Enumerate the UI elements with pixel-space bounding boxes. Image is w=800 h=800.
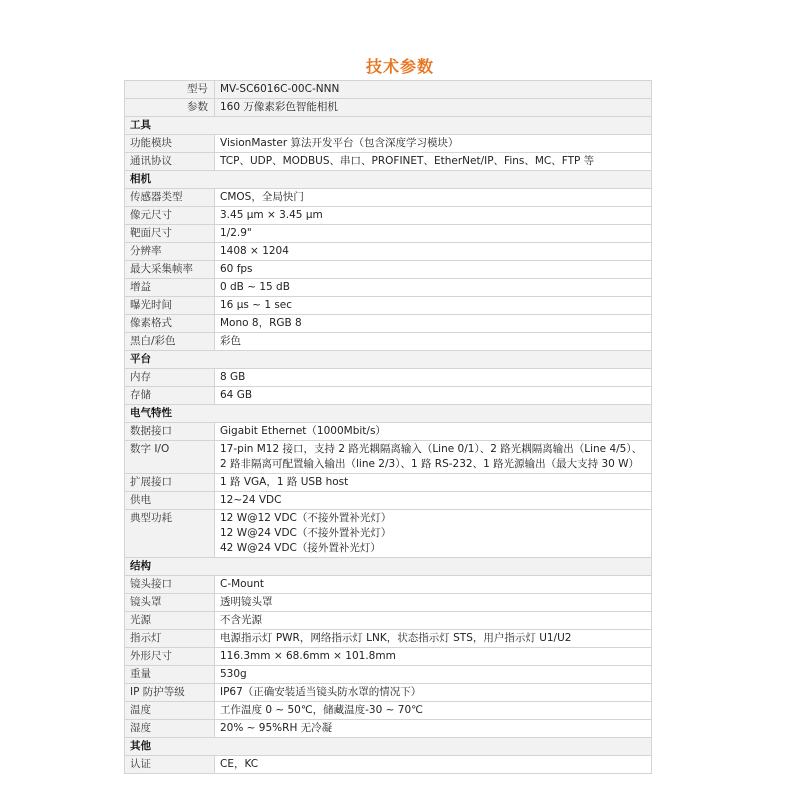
spec-value — [215, 510, 652, 558]
spec-value — [215, 666, 652, 684]
section-header — [125, 405, 652, 423]
spec-value — [215, 189, 652, 207]
spec-value-line: VisionMaster 算法开发平台（包含深度学习模块） — [220, 137, 459, 149]
spec-value-line: 20% ~ 95%RH 无冷凝 — [220, 722, 333, 734]
spec-value-line: 12 W@12 VDC（不接外置补光灯） — [220, 512, 392, 524]
spec-value-line: IP67（正确安装适当镜头防水罩的情况下） — [220, 686, 422, 698]
model-row — [125, 81, 652, 99]
spec-value — [215, 594, 652, 612]
spec-row — [125, 684, 652, 702]
spec-value — [215, 576, 652, 594]
spec-row — [125, 630, 652, 648]
spec-row — [125, 423, 652, 441]
spec-value — [215, 315, 652, 333]
spec-value-line: 1408 × 1204 — [220, 245, 289, 257]
spec-key: 供电 — [125, 492, 215, 510]
spec-row — [125, 441, 652, 474]
spec-value-line: 彩色 — [220, 335, 241, 347]
spec-value — [215, 135, 652, 153]
spec-key: IP 防护等级 — [125, 684, 215, 702]
spec-value-line: 8 GB — [220, 371, 246, 383]
spec-value — [215, 612, 652, 630]
section-title: 平台 — [125, 351, 652, 369]
spec-value — [215, 756, 652, 774]
section-title: 相机 — [125, 171, 652, 189]
spec-value — [215, 720, 652, 738]
spec-key: 参数 — [125, 99, 215, 117]
spec-value-line: 12 W@24 VDC（不接外置补光灯） — [220, 527, 392, 539]
spec-value — [215, 153, 652, 171]
spec-value-line: 不含光源 — [220, 614, 262, 626]
spec-row — [125, 369, 652, 387]
spec-key: 指示灯 — [125, 630, 215, 648]
spec-key: 温度 — [125, 702, 215, 720]
spec-key: 传感器类型 — [125, 189, 215, 207]
spec-row — [125, 261, 652, 279]
spec-value-line: 0 dB ~ 15 dB — [220, 281, 290, 293]
spec-key: 功能模块 — [125, 135, 215, 153]
spec-key: 重量 — [125, 666, 215, 684]
spec-value-line: C-Mount — [220, 578, 265, 590]
spec-row — [125, 594, 652, 612]
section-title: 其他 — [125, 738, 652, 756]
spec-key: 典型功耗 — [125, 510, 215, 558]
spec-row — [125, 189, 652, 207]
spec-row — [125, 666, 652, 684]
spec-row — [125, 225, 652, 243]
spec-value-line: 60 fps — [220, 263, 253, 275]
spec-key: 内存 — [125, 369, 215, 387]
spec-value — [215, 474, 652, 492]
spec-key: 增益 — [125, 279, 215, 297]
spec-key: 型号 — [125, 81, 215, 99]
spec-value-line: 2 路非隔离可配置输入输出（line 2/3）、1 路 RS-232、1 路光源输出（最大支持 30 W） — [220, 458, 640, 470]
page-title: 技术参数 — [365, 57, 434, 76]
spec-row — [125, 153, 652, 171]
spec-key: 外形尺寸 — [125, 648, 215, 666]
spec-row — [125, 243, 652, 261]
spec-value-line: 透明镜头罩 — [220, 596, 273, 608]
spec-key: 分辨率 — [125, 243, 215, 261]
section-header — [125, 738, 652, 756]
spec-row — [125, 333, 652, 351]
spec-key: 数据接口 — [125, 423, 215, 441]
spec-row — [125, 492, 652, 510]
section-header — [125, 117, 652, 135]
spec-value — [215, 243, 652, 261]
section-title: 电气特性 — [125, 405, 652, 423]
spec-value — [215, 423, 652, 441]
spec-value-line: 17-pin M12 接口，支持 2 路光耦隔离输入（Line 0/1）、2 路光耦隔离输出（Line 4/5）、 — [220, 443, 643, 455]
spec-value — [215, 492, 652, 510]
spec-key: 最大采集帧率 — [125, 261, 215, 279]
spec-key: 通讯协议 — [125, 153, 215, 171]
spec-value: MV-SC6016C-00C-NNN — [215, 81, 652, 99]
spec-key: 光源 — [125, 612, 215, 630]
section-header — [125, 558, 652, 576]
spec-key: 镜头罩 — [125, 594, 215, 612]
spec-value-line: CMOS，全局快门 — [220, 191, 304, 203]
spec-value: 160 万像素彩色智能相机 — [215, 99, 652, 117]
spec-value-line: CE，KC — [220, 758, 259, 770]
spec-value-line: TCP、UDP、MODBUS、串口、PROFINET、EtherNet/IP、Fins、MC、FTP 等 — [220, 155, 595, 167]
spec-row — [125, 756, 652, 774]
spec-row — [125, 387, 652, 405]
parameter-row — [125, 99, 652, 117]
spec-value — [215, 207, 652, 225]
spec-row — [125, 207, 652, 225]
spec-value — [215, 702, 652, 720]
spec-value-line: 1/2.9" — [220, 227, 252, 239]
spec-value-line: Mono 8，RGB 8 — [220, 317, 302, 329]
spec-key: 像元尺寸 — [125, 207, 215, 225]
spec-row — [125, 612, 652, 630]
spec-value-line: Gigabit Ethernet（1000Mbit/s） — [220, 425, 386, 437]
spec-key: 扩展接口 — [125, 474, 215, 492]
spec-value — [215, 441, 652, 474]
spec-value — [215, 648, 652, 666]
spec-row — [125, 648, 652, 666]
spec-value — [215, 297, 652, 315]
spec-row — [125, 702, 652, 720]
spec-value — [215, 225, 652, 243]
section-header — [125, 171, 652, 189]
spec-row — [125, 510, 652, 558]
spec-row — [125, 279, 652, 297]
spec-value-line: 64 GB — [220, 389, 253, 401]
spec-value — [215, 387, 652, 405]
spec-value — [215, 261, 652, 279]
spec-key: 镜头接口 — [125, 576, 215, 594]
spec-key: 像素格式 — [125, 315, 215, 333]
spec-value-line: 530g — [220, 668, 247, 680]
spec-row — [125, 576, 652, 594]
spec-value-line: 16 μs ~ 1 sec — [220, 299, 293, 311]
spec-value — [215, 279, 652, 297]
spec-key: 存储 — [125, 387, 215, 405]
spec-value-line: 12~24 VDC — [220, 494, 282, 506]
spec-value — [215, 630, 652, 648]
section-title: 结构 — [125, 558, 652, 576]
spec-table — [124, 80, 652, 774]
spec-key: 靶面尺寸 — [125, 225, 215, 243]
spec-row — [125, 297, 652, 315]
spec-row — [125, 135, 652, 153]
spec-key: 数字 I/O — [125, 441, 215, 474]
spec-value — [215, 684, 652, 702]
section-header — [125, 351, 652, 369]
spec-row — [125, 315, 652, 333]
spec-row — [125, 720, 652, 738]
spec-value-line: 3.45 μm × 3.45 μm — [220, 209, 323, 221]
spec-value-line: 工作温度 0 ~ 50℃，储藏温度-30 ~ 70℃ — [220, 704, 423, 716]
spec-value-line: 116.3mm × 68.6mm × 101.8mm — [220, 650, 396, 662]
spec-value-line: 1 路 VGA，1 路 USB host — [220, 476, 349, 488]
spec-key: 黑白/彩色 — [125, 333, 215, 351]
spec-key: 认证 — [125, 756, 215, 774]
spec-row — [125, 474, 652, 492]
section-title: 工具 — [125, 117, 652, 135]
spec-value-line: 42 W@24 VDC（接外置补光灯） — [220, 542, 381, 554]
spec-key: 曝光时间 — [125, 297, 215, 315]
spec-value-line: 电源指示灯 PWR，网络指示灯 LNK，状态指示灯 STS，用户指示灯 U1/U2 — [220, 632, 572, 644]
spec-value — [215, 333, 652, 351]
spec-value — [215, 369, 652, 387]
spec-key: 湿度 — [125, 720, 215, 738]
